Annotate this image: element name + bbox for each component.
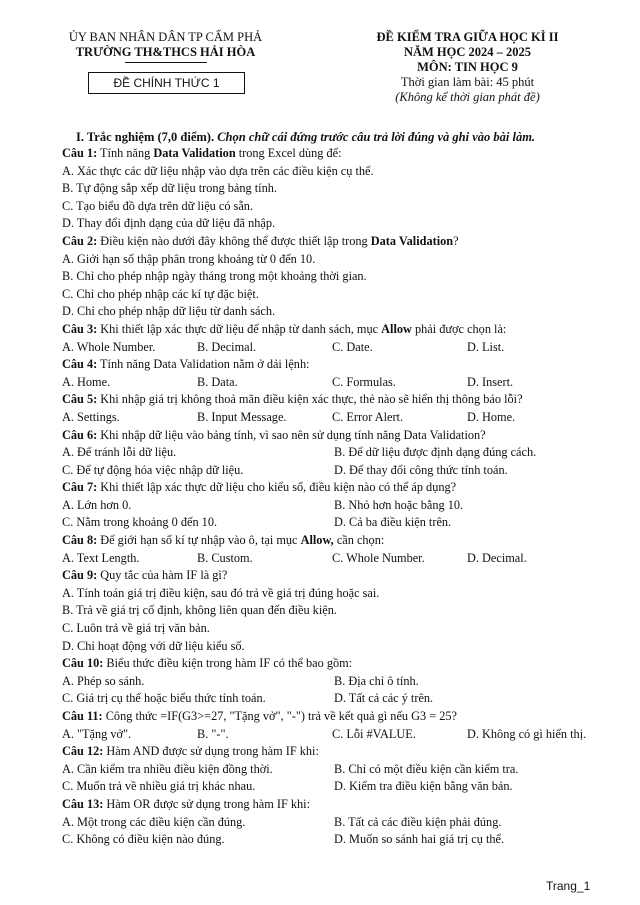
duration: Thời gian làm bài: 45 phút bbox=[400, 75, 535, 89]
question-4: Câu 4: Tính năng Data Validation nằm ở dải lệnh: bbox=[62, 357, 310, 372]
options-row bbox=[62, 778, 622, 796]
option: A. Để tránh lỗi dữ liệu. bbox=[62, 445, 177, 460]
options-row bbox=[62, 831, 622, 849]
question-10: Câu 10: Biểu thức điều kiện trong hàm IF có thể bao gồm: bbox=[62, 656, 353, 671]
option: A. Giới hạn số thập phân trong khoảng từ 0 đến 10. bbox=[62, 251, 316, 266]
school-name: TRƯỜNG TH&THCS HẢI HÒA bbox=[75, 45, 256, 59]
subject: MÔN: TIN HỌC 9 bbox=[417, 60, 518, 74]
option: B. Chỉ có một điều kiện cần kiểm tra. bbox=[334, 761, 519, 776]
option: B. Trả về giá trị cố định, không liên quan đến điều kiện. bbox=[62, 603, 337, 618]
options-row bbox=[62, 690, 622, 708]
option: D. Kiểm tra điều kiện bằng văn bản. bbox=[334, 779, 513, 794]
question-1: Câu 1: Tính năng Data Validation trong Excel dùng để: bbox=[62, 146, 342, 160]
option: D. Chỉ cho phép nhập dữ liệu từ danh sách. bbox=[62, 304, 276, 319]
option: A. Một trong các điều kiện cần đúng. bbox=[62, 814, 246, 829]
option: B. Custom. bbox=[197, 550, 253, 565]
option: D. Chỉ hoạt động với dữ liệu kiểu số. bbox=[62, 638, 245, 653]
option: C. Error Alert. bbox=[332, 409, 404, 424]
options-row bbox=[62, 550, 622, 568]
option: C. Để tự động hóa việc nhập dữ liệu. bbox=[62, 462, 244, 477]
option: C. Giá trị cụ thể hoặc biểu thức tính toán. bbox=[62, 691, 266, 706]
option: C. Không có điều kiện nào đúng. bbox=[62, 832, 225, 847]
option: D. Không có gì hiển thị. bbox=[467, 726, 587, 741]
option: D. Insert. bbox=[467, 374, 514, 389]
question-6: Câu 6: Khi nhập dữ liệu vào bảng tính, vì sao nên sử dụng tính năng Data Validation? bbox=[62, 427, 486, 442]
option: A. Lớn hơn 0. bbox=[62, 497, 132, 512]
options-row bbox=[62, 462, 622, 480]
option: B. Địa chỉ ô tính. bbox=[334, 673, 419, 688]
committee-name: ỦY BAN NHÂN DÂN TP CẨM PHẢ bbox=[68, 30, 263, 44]
page-number: Trang_1 bbox=[546, 879, 591, 893]
options-row bbox=[62, 814, 622, 832]
options-row bbox=[62, 673, 622, 691]
question-12: Câu 12: Hàm AND được sử dụng trong hàm IF khi: bbox=[62, 744, 319, 759]
option: A. Text Length. bbox=[62, 550, 140, 565]
option: A. Phép so sánh. bbox=[62, 673, 145, 688]
option: A. Settings. bbox=[62, 409, 120, 424]
options-row bbox=[62, 409, 622, 427]
option: A. Cần kiểm tra nhiều điều kiện đồng thời. bbox=[62, 761, 273, 776]
question-5: Câu 5: Khi nhập giá trị không thoả mãn điều kiện xác thực, thẻ nào sẽ hiển thị thông báo lỗi? bbox=[62, 392, 523, 407]
options-row bbox=[62, 497, 622, 515]
option: C. Tạo biểu đồ dựa trên dữ liệu có sẵn. bbox=[62, 198, 254, 213]
section-instruction: Chọn chữ cái đứng trước câu trả lời đúng và ghi vào bài làm. bbox=[217, 130, 536, 144]
option: D. Thay đổi định dạng của dữ liệu đã nhập. bbox=[62, 216, 276, 231]
option: B. Chỉ cho phép nhập ngày tháng trong một khoảng thời gian. bbox=[62, 269, 367, 284]
option: C. Whole Number. bbox=[332, 550, 425, 565]
option: C. Date. bbox=[332, 339, 373, 354]
exam-title: ĐỀ KIỂM TRA GIỮA HỌC KÌ II bbox=[376, 30, 559, 44]
option: B. Tự động sắp xếp dữ liệu trong bảng tính. bbox=[62, 181, 277, 196]
option: D. Muốn so sánh hai giá trị cụ thể. bbox=[334, 832, 505, 847]
option: D. List. bbox=[467, 339, 505, 354]
option: B. "-". bbox=[197, 726, 229, 741]
duration-note: (Không kể thời gian phát đề) bbox=[395, 90, 540, 104]
options-row bbox=[62, 339, 622, 357]
option: C. Lỗi #VALUE. bbox=[332, 726, 416, 741]
option: B. Decimal. bbox=[197, 339, 257, 354]
options-row bbox=[62, 726, 622, 744]
option: B. Input Message. bbox=[197, 409, 287, 424]
question-2: Câu 2: Điều kiện nào dưới đây không thể được thiết lập trong Data Validation? bbox=[62, 233, 459, 248]
option: B. Nhỏ hơn hoặc bằng 10. bbox=[334, 497, 464, 512]
option: D. Decimal. bbox=[467, 550, 527, 565]
section-title: I. Trắc nghiệm (7,0 điểm). bbox=[76, 130, 215, 144]
options-row bbox=[62, 444, 622, 462]
option: C. Chỉ cho phép nhập các kí tự đặc biệt. bbox=[62, 286, 259, 301]
school-header bbox=[48, 30, 283, 63]
option: A. "Tặng vở". bbox=[62, 726, 132, 741]
option: D. Tất cả các ý trên. bbox=[334, 691, 434, 706]
exam-content bbox=[62, 129, 622, 849]
question-11: Câu 11: Công thức =IF(G3>=27, "Tặng vở", "-") trả về kết quả gì nếu G3 = 25? bbox=[62, 709, 457, 723]
options-row bbox=[62, 374, 622, 392]
exam-header bbox=[335, 30, 600, 105]
option: C. Formulas. bbox=[332, 374, 396, 389]
option: C. Muốn trả về nhiều giá trị khác nhau. bbox=[62, 779, 256, 794]
question-9: Câu 9: Quy tắc của hàm IF là gì? bbox=[62, 568, 228, 583]
question-13: Câu 13: Hàm OR được sử dụng trong hàm IF khi: bbox=[62, 796, 311, 811]
school-year: NĂM HỌC 2024 – 2025 bbox=[403, 45, 532, 59]
option: C. Nằm trong khoảng 0 đến 10. bbox=[62, 515, 218, 530]
option: C. Luôn trả về giá trị văn bản. bbox=[62, 621, 210, 636]
option: D. Cả ba điều kiện trên. bbox=[334, 515, 452, 530]
option: D. Để thay đổi công thức tính toán. bbox=[334, 462, 508, 477]
option: B. Tất cả các điều kiện phải đúng. bbox=[334, 814, 502, 829]
option: A. Whole Number. bbox=[62, 339, 156, 354]
options-row bbox=[62, 761, 622, 779]
option: A. Home. bbox=[62, 374, 111, 389]
option: A. Xác thực các dữ liệu nhập vào dựa trên các điều kiện cụ thể. bbox=[62, 163, 374, 178]
official-exam-label: ĐỀ CHÍNH THỨC 1 bbox=[88, 72, 245, 94]
question-7: Câu 7: Khi thiết lập xác thực dữ liệu cho kiểu số, điều kiện nào có thể áp dụng? bbox=[62, 480, 457, 495]
question-8: Câu 8: Để giới hạn số kí tự nhập vào ô, tại mục Allow, cần chọn: bbox=[62, 533, 385, 548]
question-3: Câu 3: Khi thiết lập xác thực dữ liệu để nhập từ danh sách, mục Allow phải được chọn là: bbox=[62, 321, 507, 336]
option: D. Home. bbox=[467, 409, 516, 424]
section-heading bbox=[62, 129, 622, 145]
option: B. Data. bbox=[197, 374, 238, 389]
option: B. Để dữ liệu được định dạng đúng cách. bbox=[334, 445, 537, 460]
option: A. Tính toán giá trị điều kiện, sau đó trả về giá trị đúng hoặc sai. bbox=[62, 585, 380, 600]
options-row bbox=[62, 514, 622, 532]
school-underline bbox=[125, 62, 207, 63]
